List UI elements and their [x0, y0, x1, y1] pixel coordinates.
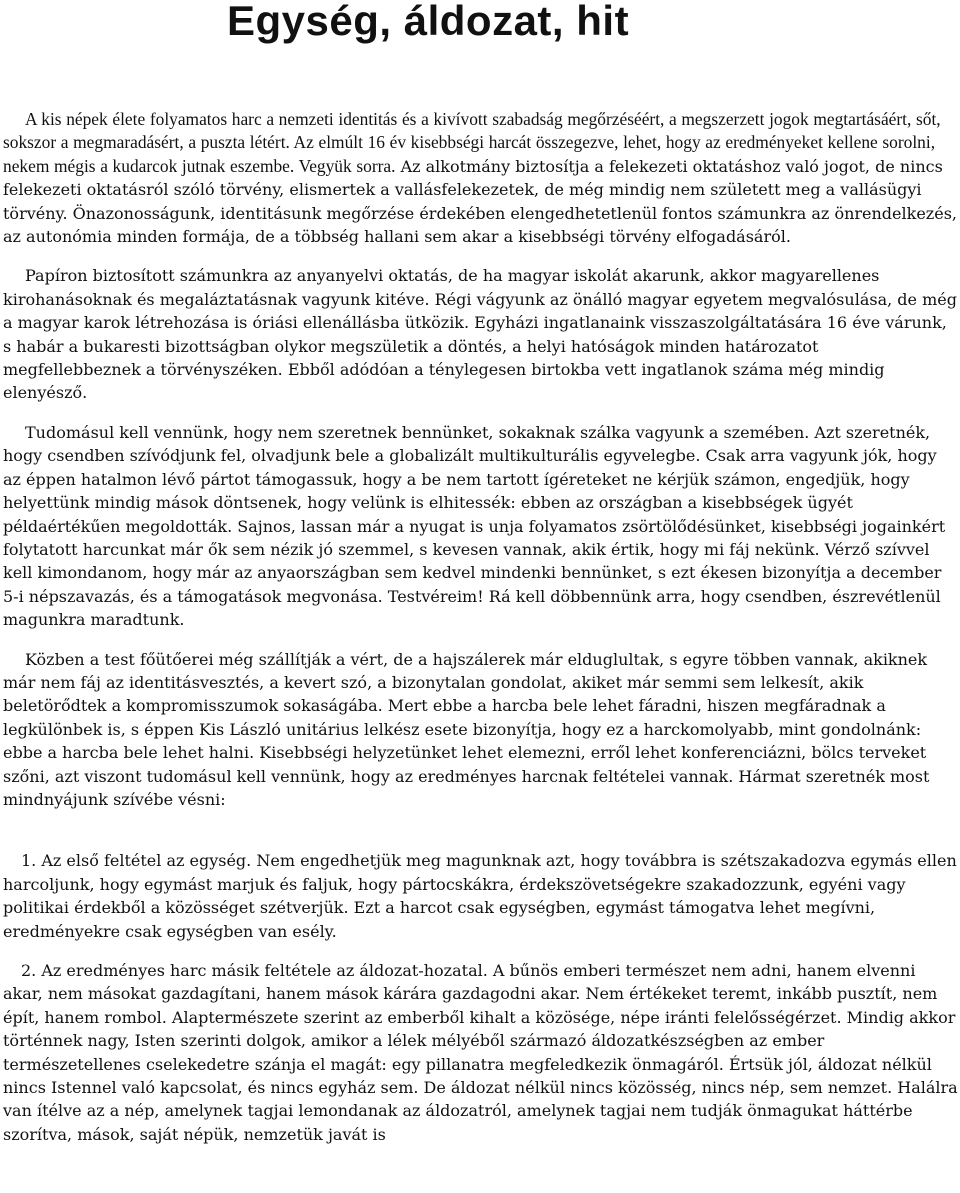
paragraph-intro-lead: A kis népek élete folyamatos harc a nemzeti identitás és a kivívott szabadság megőrzéséért, a megszerzett jogok megtartásáért, sőt, sokszor a megmaradásért, a puszta létért. Az elmúlt 16 év kisebbségi harcát összegezve, lehet, hogy az eredményeket kellene sorolni, nekem mégis a kudarcok jutnak eszembe. Vegyük sorra. — [3, 109, 941, 176]
spacer — [3, 811, 958, 849]
paragraph-intro — [3, 108, 958, 248]
paragraph-education: Papíron biztosított számunkra az anyanyelvi oktatás, de ha magyar iskolát akarunk, akkor magyarellenes kirohanásoknak és megaláztatásnak vagyunk kitéve. Régi vágyunk az önálló magyar egyetem megvalósulása, de még a magyar karok létrehozása is óriási ellenállásba ütközik. Egyházi ingatlanaink visszaszolgáltatására 16 éve várunk, s habár a bukaresti bizottságban olykor megszületik a döntés, a helyi hatóságok minden határozatot megfellebbeznek a törvényszéken. Ebből adódóan a ténylegesen birtokba vett ingatlanok száma még mindig elenyésző. — [3, 266, 957, 403]
paragraph-isolation: Tudomásul kell vennünk, hogy nem szeretnek bennünket, sokaknak szálka vagyunk a szemében. Azt szeretnék, hogy csendben szívódjunk fel, olvadjunk bele a globalizált multikulturális egyvelegbe. Csak arra vagyunk jók, hogy az éppen hatalmon lévő pártot támogassuk, hogy a be nem tartott ígéreteket ne kérjük számon, engedjük, hogy helyettünk mindig mások döntsenek, hogy velünk is elhitessék: ebben az országban a kisebbségek ügyét példaértékűen megoldották. Sajnos, lassan már a nyugat is unja folyamatos zsörtölődésünket, kisebbségi jogainkért folytatott harcunkat már ők sem nézik jó szemmel, s kevesen vannak, akik értik, hogy mi fáj nekünk. Vérző szívvel kell kimondanom, hogy már az anyaországban sem kedvel mindenki bennünket, s ezt ékesen bizonyítja a december 5-i népszavazás, és a támogatások megvonása. Testvéreim! Rá kell döbbennünk arra, hogy csendben, észrevétlenül magunkra maradtunk. — [3, 422, 946, 630]
paragraph-conditions: Közben a test főütőerei még szállítják a vért, de a hajszálerek már elduglultak, s egyre többen vannak, akiknek már nem fáj az identitásvesztés, a kevert szó, a bizonytalan gondolat, akiket már semmi sem lelkesít, akik beletörődtek a kompromisszumok sokaságába. Mert ebbe a harcba bele lehet fáradni, hiszen megfáradnak a legkülönbek is, s éppen Kis László unitárius lelkész esete bizonyítja, hogy ez a harckomolyabb, mint gondolnánk: ebbe a harcba bele lehet halni. Kisebbségi helyzetünket lehet elemezni, erről lehet konferenciázni, bölcs terveket szőni, azt viszont tudomásul kell vennünk, hogy az eredményes harcnak feltételei vannak. Hármat szeretnék most mindnyájunk szívébe vésni: — [3, 649, 930, 809]
list-item-unity: 1. Az első feltétel az egység. Nem engedhetjük meg magunknak azt, hogy továbbra is szétszakadozva egymás ellen harcoljunk, hogy egymást marjuk és faljuk, hogy pártocskákra, érdekszövetségekre szakadozzunk, egyéni vagy politikai érdekből a közösséget szétverjük. Ezt a harcot csak egységben, egymást támogatva lehet megívni, eredményekre csak egységben van esély. — [3, 851, 957, 941]
page-title: Egység, áldozat, hit — [227, 0, 630, 44]
article-body — [3, 108, 958, 1146]
paragraph-intro-rest: Az alkotmány biztosítja a felekezeti oktatáshoz való jogot, de nincs felekezeti oktatásról szóló törvény, elismertek a vallásfelekezetek, de még mindig nem született meg a vallásügyi törvény. Önazonosságunk, identitásunk megőrzése érdekében elengedhetetlenül fontos számunkra az önrendelkezés, az autonómia minden formája, de a többség hallani sem akar a kisebbségi törvény elfogadásáról. — [3, 156, 957, 247]
list-item-sacrifice: 2. Az eredményes harc másik feltétele az áldozat-hozatal. A bűnös emberi természet nem adni, hanem elvenni akar, nem másokat gazdagítani, hanem mások kárára gazdagodni akar. Nem értékeket teremt, inkább pusztít, nem épít, hanem rombol. Alaptermészete szerint az emberből kihalt a közösége, népe iránti felelősségérzet. Mindig akkor történnek nagy, Isten szerinti dolgok, amikor a lélek mélyéből származó áldozatkészségben az ember természetellenes cselekedetre szánja el magát: egy pillanatra megfeledkezik önmagáról. Értsük jól, áldozat nélkül nincs Istennel való kapcsolat, és nincs egyház sem. De áldozat nélkül nincs közösség, nincs nép, sem nemzet. Halálra van ítélve az a nép, amelynek tagjai lemondanak az áldozatról, amelynek tagjai nem tudják önmagukat háttérbe szorítva, mások, saját népük, nemzetük javát is — [3, 961, 958, 1144]
